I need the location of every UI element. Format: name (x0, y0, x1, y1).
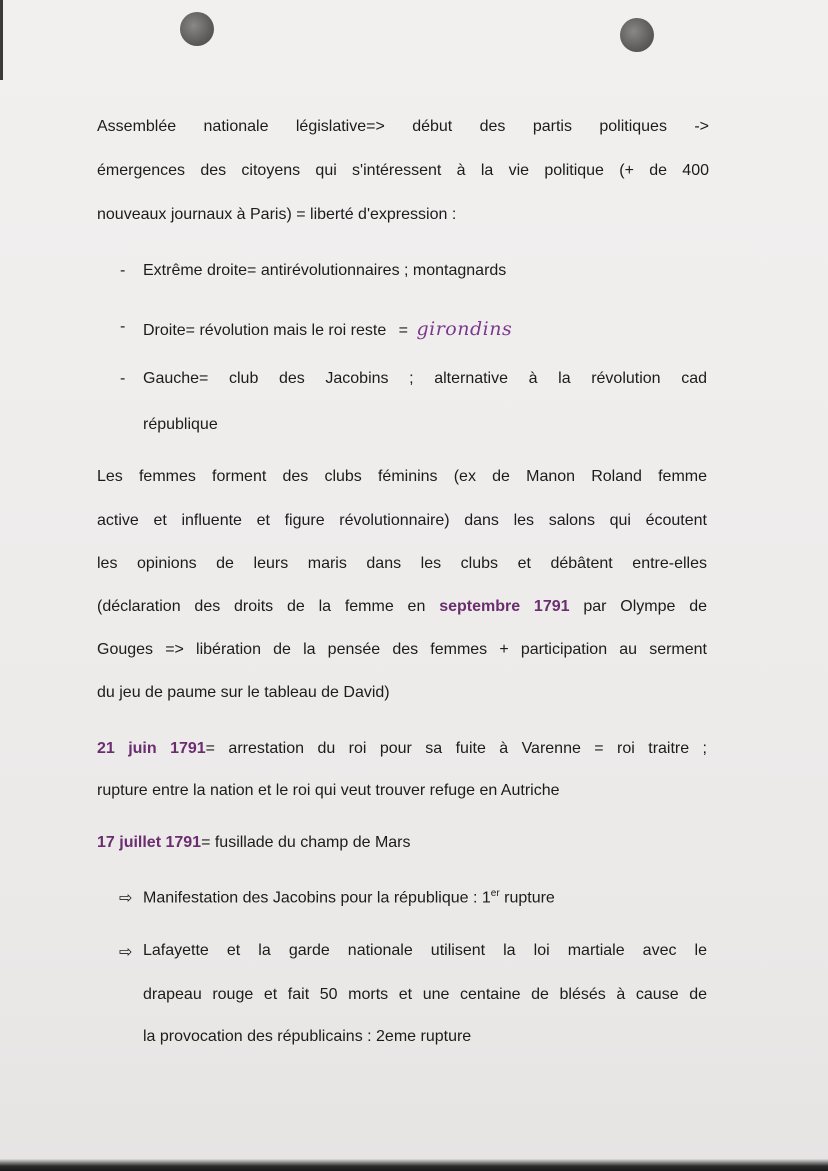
punch-hole-left (180, 12, 214, 46)
date-septembre-1791: septembre 1791 (439, 598, 570, 615)
event1-line1 (97, 740, 707, 758)
para1-line3: nouveaux journaux à Paris) = liberté d'expression : (97, 206, 457, 223)
handwritten-girondins: girondins (416, 318, 513, 340)
party-right-text: Droite= révolution mais le roi reste (143, 322, 387, 339)
para2-line5: Gouges => libération de la pensée des femmes + participation au serment (97, 641, 707, 658)
event2-item1-end: rupture (499, 889, 555, 907)
para2-line3: les opinions de leurs maris dans les clubs et débâtent entre-elles (97, 555, 707, 572)
party-right (143, 318, 512, 340)
party-far-right: Extrême droite= antirévolutionnaires ; montagnards (143, 262, 507, 279)
event2-item2-line1: Lafayette et la garde nationale utilisent la loi martiale avec le (143, 942, 707, 959)
punch-hole-right (620, 18, 654, 52)
arrow-icon: ⇨ (119, 944, 133, 961)
party-right-equals: = (398, 322, 409, 339)
event2-heading (97, 834, 411, 852)
event2-item1-sup: er (490, 888, 500, 899)
event2-item2-line3: la provocation des républicains : 2eme rupture (143, 1028, 472, 1045)
date-17-juillet-1791: 17 juillet 1791 (97, 834, 202, 851)
para2-line4-post: par Olympe de (583, 598, 708, 615)
event1-line1-rest: = arrestation du roi pour sa fuite à Varenne = roi traitre ; (205, 740, 708, 757)
para2-line4-pre: (déclaration des droits de la femme en (97, 598, 426, 615)
page-edge (0, 0, 3, 80)
list-bullet: - (120, 262, 126, 279)
party-left-line1: Gauche= club des Jacobins ; alternative à la révolution cad (143, 370, 707, 387)
para2-line2: active et influente et figure révolutionnaire) dans les salons qui écoutent (97, 512, 707, 529)
event2-heading-rest: = fusillade du champ de Mars (201, 834, 411, 851)
list-bullet: - (120, 318, 126, 335)
party-left-line2: république (143, 416, 218, 433)
para1-line1: Assemblée nationale législative=> début des partis politiques -> (97, 118, 709, 135)
list-bullet: - (120, 370, 126, 387)
para2-line4 (97, 598, 707, 616)
event2-item2-line2: drapeau rouge et fait 50 morts et une centaine de blésés à cause de (143, 986, 707, 1003)
event2-item1-text: Manifestation des Jacobins pour la république : 1 (143, 889, 491, 907)
date-21-juin-1791: 21 juin 1791 (97, 740, 206, 757)
para2-line1: Les femmes forment des clubs féminins (ex de Manon Roland femme (97, 468, 707, 485)
para1-line2: émergences des citoyens qui s'intéressent à la vie politique (+ de 400 (97, 162, 709, 179)
para2-line6: du jeu de paume sur le tableau de David) (97, 684, 390, 701)
event2-item1 (143, 888, 555, 907)
arrow-icon: ⇨ (119, 890, 133, 907)
event1-line2: rupture entre la nation et le roi qui veut trouver refuge en Autriche (97, 782, 560, 799)
